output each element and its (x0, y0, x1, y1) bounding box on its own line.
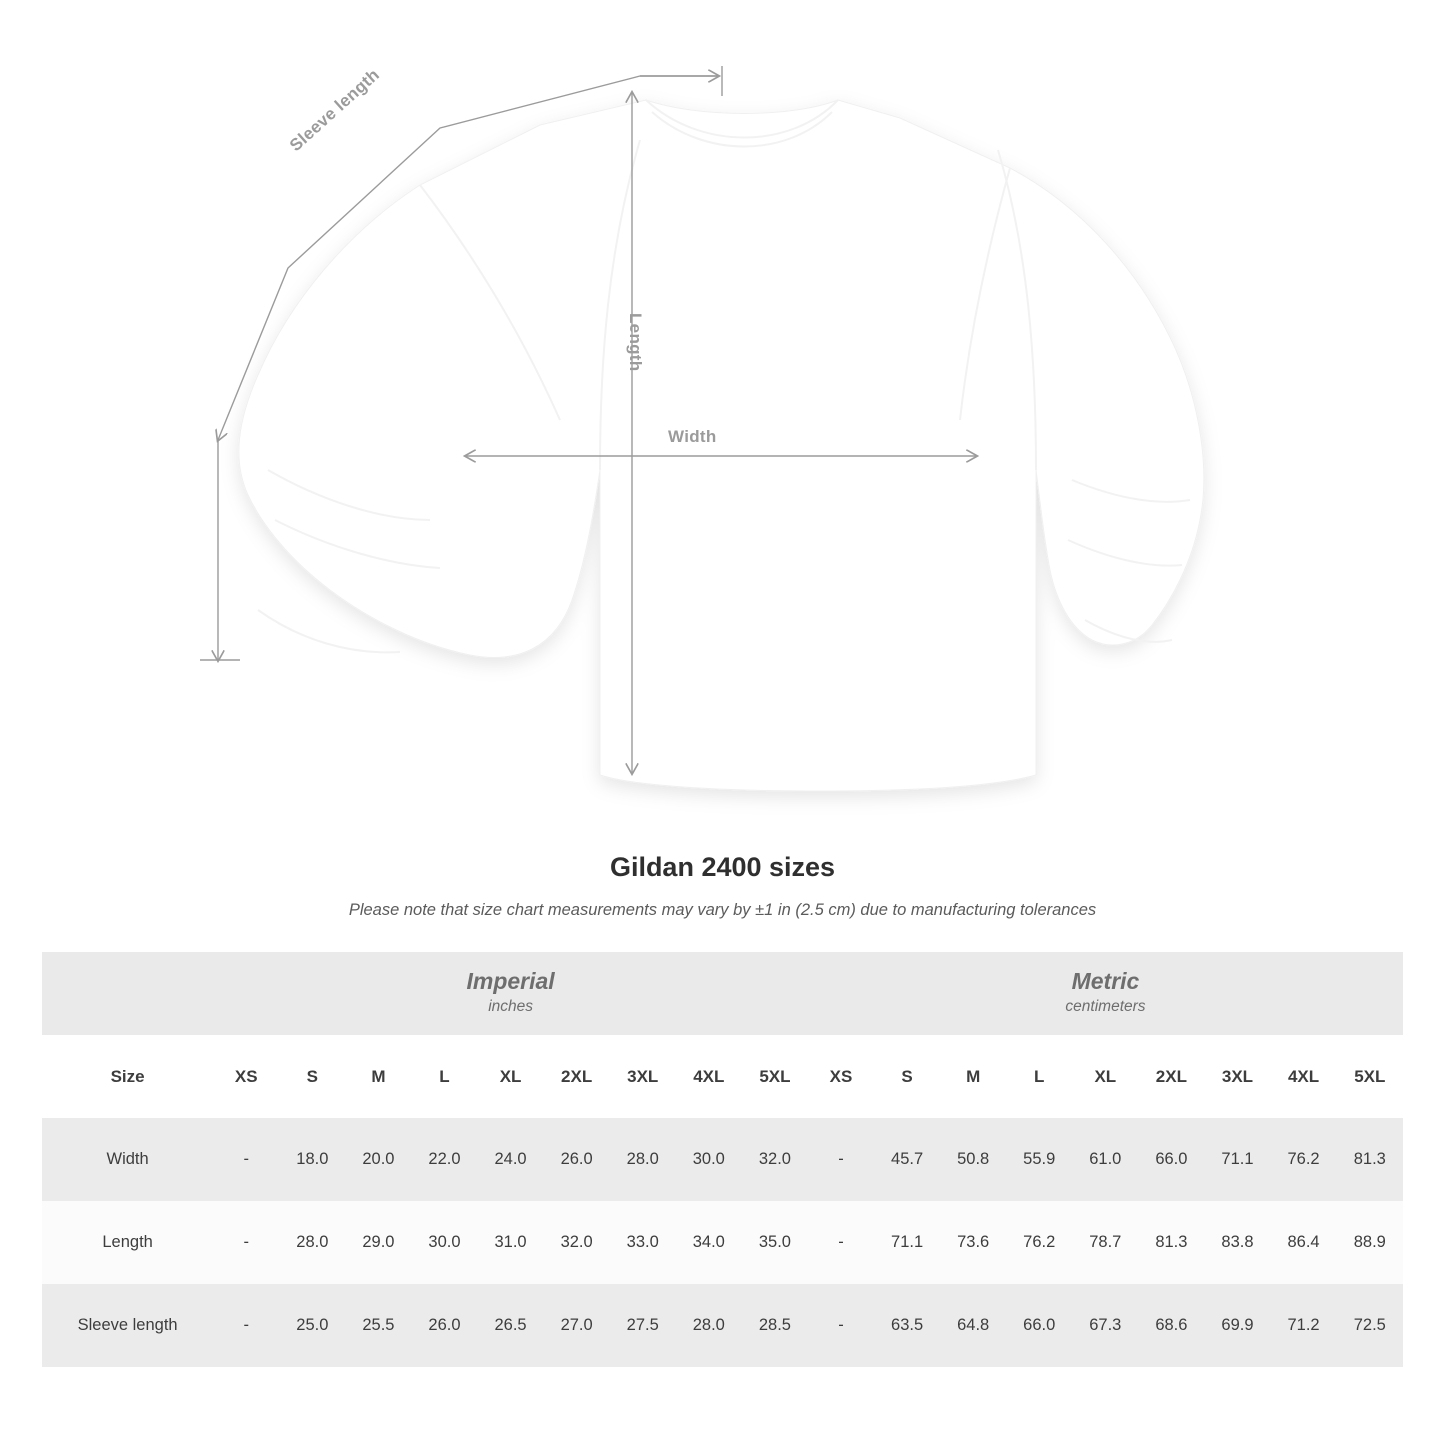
measurement-cell: 61.0 (1072, 1118, 1138, 1201)
size-column-header: 2XL (544, 1035, 610, 1118)
measurement-row-label: Width (42, 1118, 213, 1201)
measurement-cell: 28.0 (676, 1284, 742, 1367)
measurement-cell: 76.2 (1006, 1201, 1072, 1284)
measurement-cell: 24.0 (478, 1118, 544, 1201)
measurement-cell: 29.0 (345, 1201, 411, 1284)
sleeve-dimension-label: Sleeve length (286, 65, 384, 156)
unit-group-imperial (213, 952, 808, 1035)
measurement-cell: 69.9 (1204, 1284, 1270, 1367)
size-column-header: XS (808, 1035, 874, 1118)
size-column-header: L (1006, 1035, 1072, 1118)
measurement-cell: 28.0 (610, 1118, 676, 1201)
size-column-header: 4XL (676, 1035, 742, 1118)
measurement-cell: 27.0 (544, 1284, 610, 1367)
page-title: Gildan 2400 sizes (609, 852, 836, 882)
measurement-cell: - (808, 1118, 874, 1201)
size-column-header: 5XL (742, 1035, 808, 1118)
measurement-row-label: Length (42, 1201, 213, 1284)
measurement-cell: 25.0 (279, 1284, 345, 1367)
unit-group-name: Metric (1071, 967, 1140, 994)
size-header-row (42, 1035, 1403, 1118)
measurement-cell: 31.0 (478, 1201, 544, 1284)
measurement-cell: 28.5 (742, 1284, 808, 1367)
size-column-header: 3XL (1204, 1035, 1270, 1118)
measurement-cell: 71.2 (1271, 1284, 1337, 1367)
size-column-header: L (411, 1035, 477, 1118)
measurement-cell: 30.0 (676, 1118, 742, 1201)
title-block (0, 852, 1445, 920)
measurement-cell: 22.0 (411, 1118, 477, 1201)
measurement-cell: 66.0 (1006, 1284, 1072, 1367)
measurement-cell: 86.4 (1271, 1201, 1337, 1284)
measurement-cell: 26.5 (478, 1284, 544, 1367)
size-column-header: XL (1072, 1035, 1138, 1118)
measurement-cell: 55.9 (1006, 1118, 1072, 1201)
unit-group-subtitle: inches (488, 998, 533, 1016)
size-column-header: 3XL (610, 1035, 676, 1118)
width-dimension-label: Width (668, 427, 717, 446)
table-row (42, 1118, 1403, 1201)
measurement-cell: 34.0 (676, 1201, 742, 1284)
measurement-cell: - (808, 1284, 874, 1367)
size-column-header: 5XL (1337, 1035, 1403, 1118)
measurement-cell: 71.1 (1204, 1118, 1270, 1201)
shirt-body-shape (239, 100, 1204, 791)
measurement-cell: 26.0 (411, 1284, 477, 1367)
measurement-cell: 32.0 (742, 1118, 808, 1201)
measurement-cell: 45.7 (874, 1118, 940, 1201)
measurement-cell: 28.0 (279, 1201, 345, 1284)
size-column-header: S (279, 1035, 345, 1118)
measurement-cell: 27.5 (610, 1284, 676, 1367)
size-column-header: S (874, 1035, 940, 1118)
measurement-cell: 30.0 (411, 1201, 477, 1284)
measurement-cell: 18.0 (279, 1118, 345, 1201)
measurement-cell: 50.8 (940, 1118, 1006, 1201)
unit-group-subtitle: centimeters (1065, 998, 1146, 1016)
measurement-cell: 88.9 (1337, 1201, 1403, 1284)
measurement-row-label: Sleeve length (42, 1284, 213, 1367)
size-chart-table-wrapper (0, 952, 1445, 1367)
unit-row-spacer (42, 952, 213, 1035)
measurement-cell: 76.2 (1271, 1118, 1337, 1201)
size-chart-table (42, 952, 1403, 1367)
measurement-cell: 81.3 (1138, 1201, 1204, 1284)
measurement-cell: 78.7 (1072, 1201, 1138, 1284)
unit-group-metric (808, 952, 1403, 1035)
size-column-header: XL (478, 1035, 544, 1118)
measurement-cell: 32.0 (544, 1201, 610, 1284)
measurement-cell: 33.0 (610, 1201, 676, 1284)
table-row (42, 1284, 1403, 1367)
measurement-cell: 25.5 (345, 1284, 411, 1367)
measurement-cell: - (808, 1201, 874, 1284)
measurement-cell: 83.8 (1204, 1201, 1270, 1284)
tolerance-note: Please note that size chart measurements may vary by ±1 in (2.5 cm) due to manufacturing tolerances (348, 901, 1097, 919)
measurement-cell: 81.3 (1337, 1118, 1403, 1201)
table-row (42, 1201, 1403, 1284)
measurement-cell: 71.1 (874, 1201, 940, 1284)
measurement-cell: - (213, 1201, 279, 1284)
measurement-cell: 73.6 (940, 1201, 1006, 1284)
unit-group-name: Imperial (466, 967, 555, 994)
size-header-label: Size (42, 1035, 213, 1118)
unit-group-row (42, 952, 1403, 1035)
size-column-header: 4XL (1271, 1035, 1337, 1118)
measurement-cell: 64.8 (940, 1284, 1006, 1367)
measurement-cell: 66.0 (1138, 1118, 1204, 1201)
length-dimension-label: Length (626, 313, 645, 372)
measurement-cell: 35.0 (742, 1201, 808, 1284)
measurement-cell: 63.5 (874, 1284, 940, 1367)
measurement-cell: 72.5 (1337, 1284, 1403, 1367)
measurement-cell: 20.0 (345, 1118, 411, 1201)
measurement-cell: 68.6 (1138, 1284, 1204, 1367)
size-column-header: 2XL (1138, 1035, 1204, 1118)
measurement-cell: 26.0 (544, 1118, 610, 1201)
size-column-header: M (940, 1035, 1006, 1118)
measurement-cell: 67.3 (1072, 1284, 1138, 1367)
measurement-cell: - (213, 1118, 279, 1201)
size-column-header: XS (213, 1035, 279, 1118)
size-column-header: M (345, 1035, 411, 1118)
measurement-cell: - (213, 1284, 279, 1367)
